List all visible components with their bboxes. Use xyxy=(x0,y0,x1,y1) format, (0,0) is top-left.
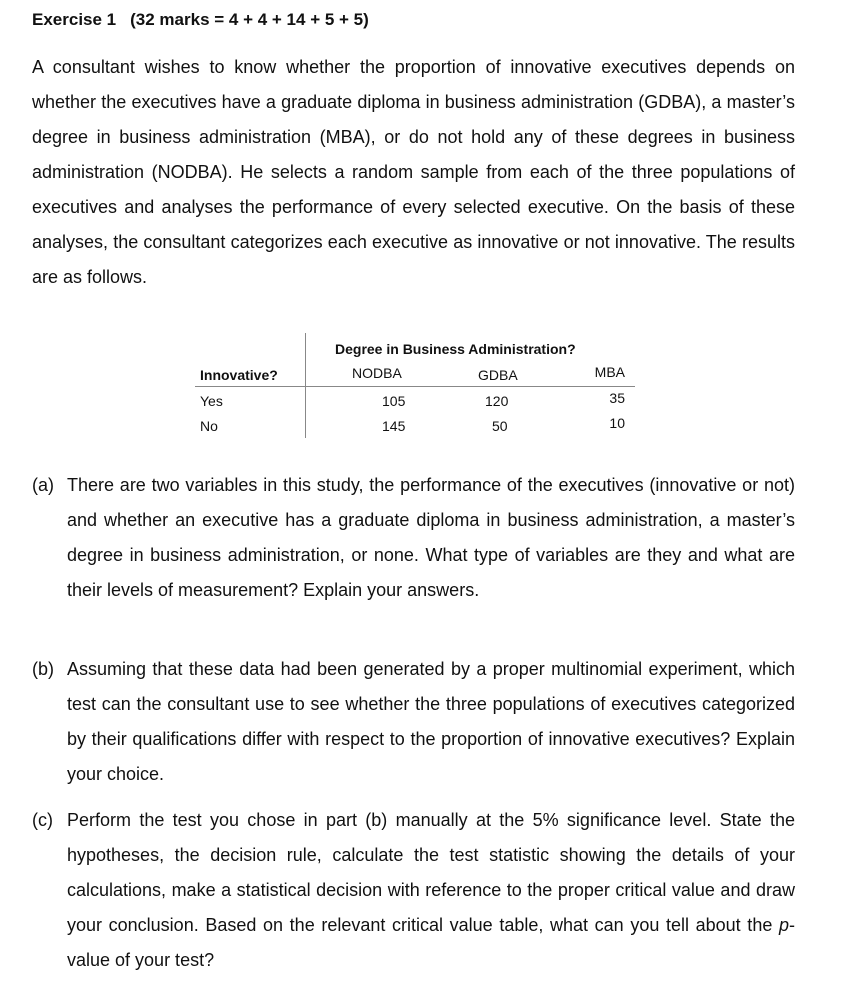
question-part-b xyxy=(32,652,795,792)
part-label: (b) xyxy=(32,659,54,679)
cell: 145 xyxy=(382,418,406,434)
part-text-end: -value of your test? xyxy=(67,915,795,970)
part-text: Assuming that these data had been generated by a proper multinomial experiment, which test can the consultant use to see whether the three populations of executives categorized by their qualifications differ with respect to the proportion of innovative executives? Explain your choice. xyxy=(67,659,795,784)
cell: 50 xyxy=(492,418,508,434)
part-text: There are two variables in this study, the performance of the executives (innovative or not) and whether an executive has a graduate diploma in business administration, a master’s degree in business administration, or none. What type of variables are they and what are their levels of measurement? Explain your answers. xyxy=(67,475,795,600)
cell: 35 xyxy=(609,390,625,406)
cell: 10 xyxy=(609,415,625,431)
column-header: NODBA xyxy=(352,365,402,381)
exercise-label: Exercise 1 xyxy=(32,10,117,29)
part-text-main: Perform the test you chose in part (b) manually at the 5% significance level. State the hypotheses, the decision rule, calculate the test statistic showing the details of your calculations, make a statistical decision with reference to the proper critical value and draw your conclusion. Based on the relevant critical value table, what can you tell about the xyxy=(67,810,795,935)
question-part-c xyxy=(32,803,795,978)
cell: 105 xyxy=(382,393,406,409)
marks-breakdown: (32 marks = 4 + 4 + 14 + 5 + 5) xyxy=(130,10,369,29)
row-label: No xyxy=(200,418,218,434)
cell: 120 xyxy=(485,393,509,409)
part-label: (c) xyxy=(32,810,53,830)
part-text xyxy=(67,803,795,978)
group-header: Degree in Business Administration? xyxy=(335,341,576,357)
contingency-table xyxy=(195,333,635,438)
column-header: GDBA xyxy=(478,367,518,383)
row-header: Innovative? xyxy=(200,367,278,383)
p-symbol: p xyxy=(778,915,789,935)
column-header: MBA xyxy=(594,364,625,380)
question-part-a xyxy=(32,468,795,608)
row-label: Yes xyxy=(200,393,223,409)
intro-paragraph: A consultant wishes to know whether the proportion of innovative executives depends on whether the executives have a graduate diploma in business administration (GDBA), a master’s degree in business administration (MBA), or do not hold any of these degrees in business administration (NODBA). He selects a random sample from each of the three populations of executives and analyses the performance of every selected executive. On the basis of these analyses, the consultant categorizes each executive as innovative or not innovative. The results are as follows. xyxy=(32,57,795,287)
part-label: (a) xyxy=(32,475,54,495)
table-horizontal-rule xyxy=(195,386,635,387)
exercise-title xyxy=(32,10,369,30)
